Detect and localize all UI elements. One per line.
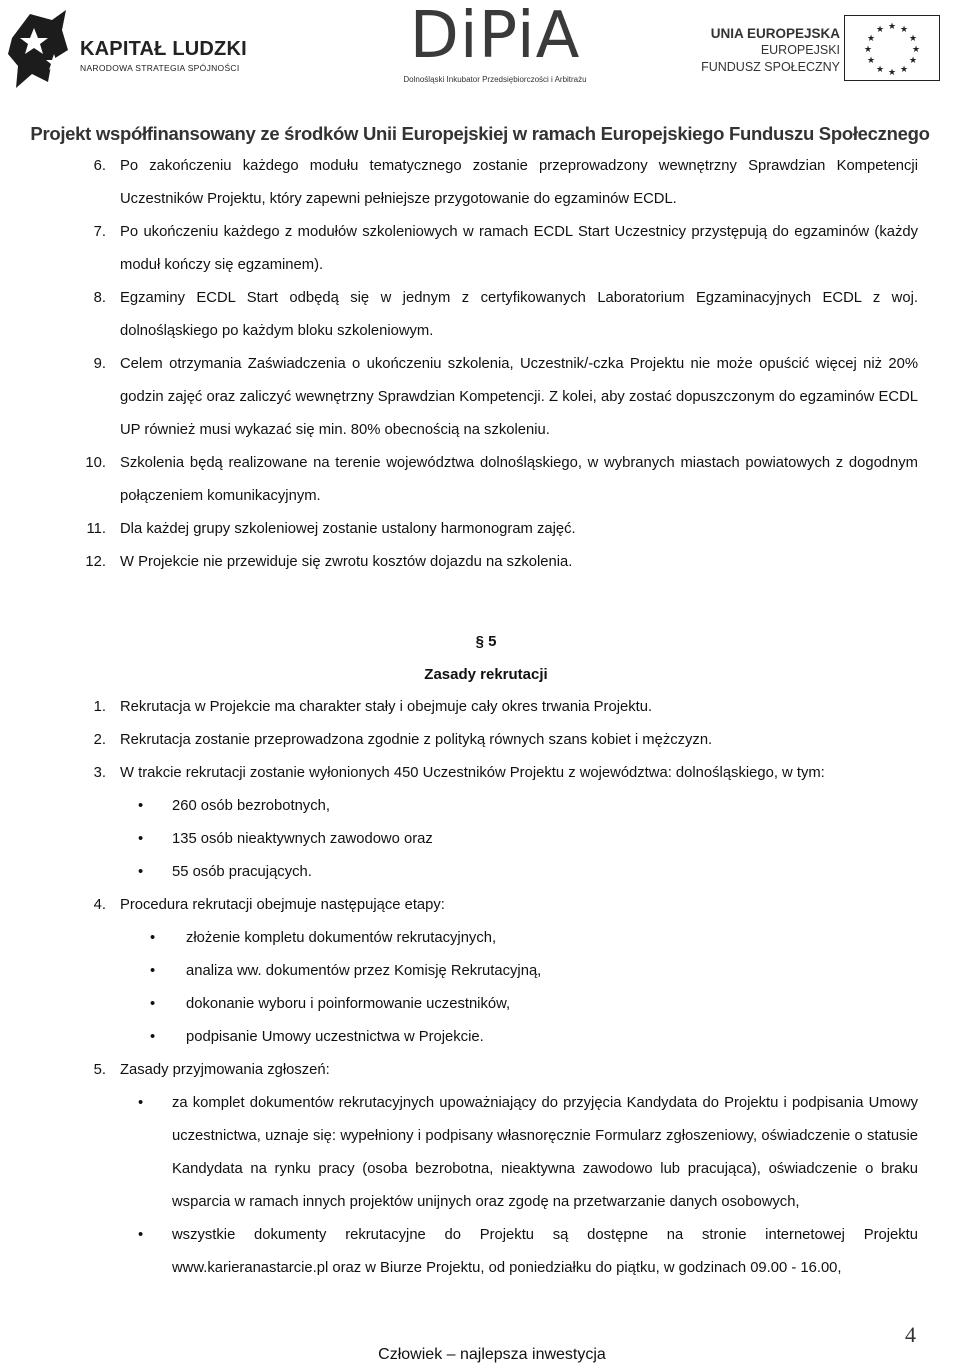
bullet-icon: • [138,1095,144,1111]
list-item [0,216,960,282]
document-body [0,150,960,1285]
bullet-text: 55 osób pracujących. [172,864,312,880]
item-number: 12. [85,554,106,570]
item-number: 7. [93,224,106,240]
svg-text:★: ★ [875,25,885,35]
page-number: 4 [905,1322,916,1347]
list-item [0,691,960,724]
bullet-item [0,856,960,889]
list-item [0,724,960,757]
kapital-ludzki-logo [8,8,258,88]
list-item [0,447,960,513]
list-item [0,513,960,546]
item-text: Rekrutacja w Projekcie ma charakter stały i obejmuje cały okres trwania Projektu. [120,699,653,715]
item-number: 1. [93,699,106,715]
svg-text:★: ★ [863,45,873,55]
page-header [0,0,960,150]
svg-text:★: ★ [908,34,918,44]
item-number: 6. [93,158,106,174]
bullet-icon: • [138,864,144,880]
svg-text:★: ★ [875,65,885,75]
bullet-item [0,1087,960,1219]
item-text: Szkolenia będą realizowane na terenie województwa dolnośląskiego, w wybranych miastach powiatowych z dogodnym połączeniem komunikacyjnym. [120,455,918,504]
eu-title: UNIA EUROPEJSKA [710,26,840,41]
bullet-text: wszystkie dokumenty rekrutacyjne do Projektu są dostępne na stronie internetowej Projektu www.karieranastarcie.pl oraz w Biurze Projektu, od poniedziałku do piątku, w godzinach 09.00 - 16.00, [172,1227,918,1276]
item-text: Celem otrzymania Zaświadczenia o ukończeniu szkolenia, Uczestnik/-czka Projektu nie może opuścić więcej niż 20% godzin zajęć oraz zaliczyć wewnętrzny Sprawdzian Kompetencji. Z kolei, aby zostać dopuszczonym do egzaminów ECDL UP również musi wykazać się min. 80% obecnością na szkoleniu. [120,356,918,438]
stages-list [0,922,960,1054]
item-number: 3. [93,765,106,781]
list-item [0,546,960,579]
bullet-icon: • [150,930,156,946]
bullet-icon: • [138,798,144,814]
kapital-ludzki-title: KAPITAŁ LUDZKI [80,38,247,60]
bullet-item [0,1021,960,1054]
eu-line-2: FUNDUSZ SPOŁECZNY [701,60,840,74]
bullet-text: analiza ww. dokumentów przez Komisję Rekrutacyjną, [186,963,542,979]
bullet-text: podpisanie Umowy uczestnictwa w Projekcie. [186,1029,484,1045]
list-item [0,889,960,922]
list-item [0,1054,960,1087]
item-text: Po zakończeniu każdego modułu tematycznego zostanie przeprowadzony wewnętrzny Sprawdzian Kompetencji Uczestników Projektu, który zapewni pełniejsze przygotowanie do egzaminów ECDL. [120,158,918,207]
item-number: 10. [85,455,106,471]
svg-text:★: ★ [911,45,921,55]
dipia-logo [395,0,595,90]
bullet-item [0,988,960,1021]
svg-text:★: ★ [899,25,909,35]
list-item [0,757,960,790]
kapital-ludzki-subtitle: NARODOWA STRATEGIA SPÓJNOŚCI [80,63,240,73]
item-text: Po ukończeniu każdego z modułów szkoleniowych w ramach ECDL Start Uczestnicy przystępują do egzaminów (każdy moduł kończy się egzaminem). [120,224,918,273]
item-text: W Projekcie nie przewiduje się zwrotu kosztów dojazdu na szkolenia. [120,554,573,570]
section-sign: § 5 [475,633,497,650]
bullet-text: 135 osób nieaktywnych zawodowo oraz [172,831,433,847]
bullet-text: za komplet dokumentów rekrutacyjnych upoważniający do przyjęcia Kandydata do Projektu i podpisania Umowy uczestnictwa, uznaje się: wypełniony i podpisany własnoręcznie Formularz zgłoszeniowy, oświadczenie o statusie Kandydata na rynku pracy (osoba bezrobotna, nieaktywna zawodowo lub pracująca), oświadczenie o braku wsparcia w ramach innych projektów unijnych oraz zgodę na przetwarzanie danych osobowych, [172,1095,918,1210]
item-number: 4. [93,897,106,913]
bullet-item [0,790,960,823]
bullet-icon: • [138,1227,144,1243]
item-text: Zasady przyjmowania zgłoszeń: [120,1062,330,1078]
list-item [0,348,960,447]
dipia-wordmark: DiPiA [409,0,581,73]
svg-text:★: ★ [866,34,876,44]
item-text: Rekrutacja zostanie przeprowadzona zgodnie z polityką równych szans kobiet i mężczyzn. [120,732,713,748]
participants-list [0,790,960,889]
item-text: Egzaminy ECDL Start odbędą się w jednym z certyfikowanych Laboratorium Egzaminacyjnych ECDL z woj. dolnośląskiego po każdym bloku szkoleniowym. [120,290,918,339]
bullet-text: złożenie kompletu dokumentów rekrutacyjnych, [186,930,497,946]
bullet-item [0,823,960,856]
kapital-ludzki-emblem-icon [8,8,70,90]
bullet-text: dokonanie wyboru i poinformowanie uczestników, [186,996,511,1012]
bullet-item [0,1219,960,1285]
list-item [0,282,960,348]
page-footer: Człowiek – najlepsza inwestycja [378,1346,606,1363]
svg-text:★: ★ [887,68,897,78]
svg-text:★: ★ [866,56,876,66]
dipia-subtitle: Dolnośląski Inkubator Przedsiębiorczości i Arbitrażu [403,75,587,84]
svg-text:★: ★ [899,65,909,75]
eu-flag-icon [844,15,940,81]
bullet-icon: • [150,1029,156,1045]
item-number: 11. [86,521,106,537]
bullet-icon: • [138,831,144,847]
eu-logo-text [701,25,840,76]
submission-rules-list [0,1087,960,1285]
item-number: 2. [93,732,106,748]
bullet-text: 260 osób bezrobotnych, [172,798,330,814]
eu-line-1: EUROPEJSKI [760,43,840,57]
item-text: Procedura rekrutacji obejmuje następujące etapy: [120,897,445,913]
cofinancing-note: Projekt współfinansowany ze środków Unii Europejskiej w ramach Europejskiego Funduszu Społecznego [30,123,930,144]
list-item [0,150,960,216]
item-text: Dla każdej grupy szkoleniowej zostanie ustalony harmonogram zajęć. [120,521,576,537]
svg-text:★: ★ [887,22,897,32]
item-text: W trakcie rekrutacji zostanie wyłonionych 450 Uczestników Projektu z województwa: dolnośląskiego, w tym: [120,765,825,781]
item-number: 8. [93,290,106,306]
eu-logo [701,15,950,85]
bullet-item [0,922,960,955]
item-number: 9. [93,356,106,372]
bullet-icon: • [150,963,156,979]
bullet-item [0,955,960,988]
item-number: 5. [93,1062,106,1078]
bullet-icon: • [150,996,156,1012]
section-title: Zasady rekrutacji [424,666,548,683]
svg-text:★: ★ [908,56,918,66]
